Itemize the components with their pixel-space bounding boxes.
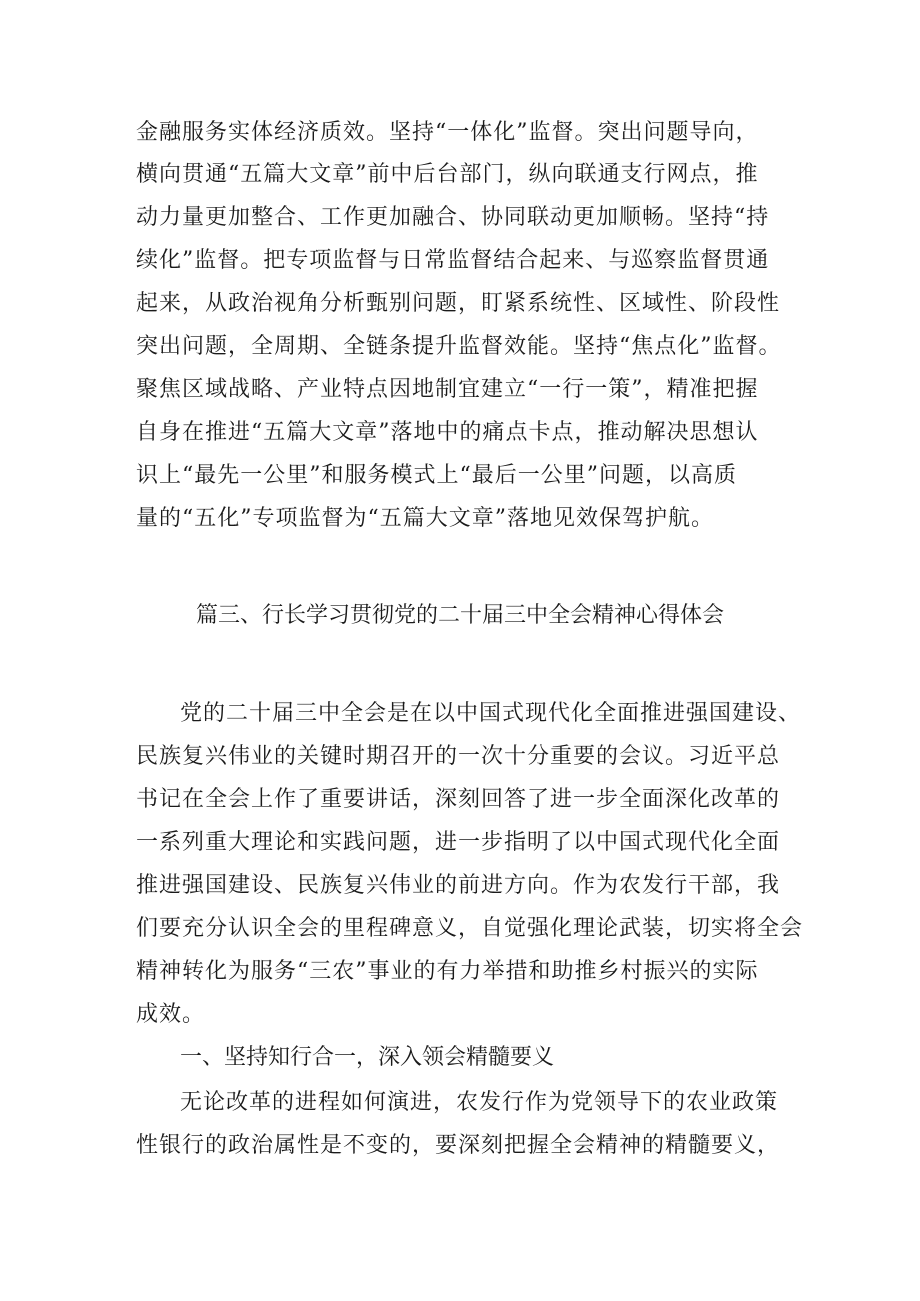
paragraph-line: 无论改革的进程如何演进，农发行作为党领导下的农业政策 [180, 1090, 779, 1115]
paragraph-line: 书记在全会上作了重要讲话，深刻回答了进一步全面深化改革的 [136, 787, 781, 812]
paragraph-line: 量的“五化”专项监督为“五篇大文章”落地见效保驾护航。 [136, 506, 714, 531]
paragraph-line: 动力量更加整合、工作更加融合、协同联动更加顺畅。坚持“持 [136, 205, 770, 230]
paragraph-line: 精神转化为服务“三农”事业的有力举措和助推乡村振兴的实际 [136, 959, 759, 984]
paragraph-line: 聚焦区域战略、产业特点因地制宜建立“一行一策”，精准把握 [136, 377, 759, 402]
paragraph-line: 金融服务实体经济质效。坚持“一体化”监督。突出问题导向， [136, 120, 759, 145]
paragraph-line: 续化”监督。把专项监督与日常监督结合起来、与巡察监督贯通 [136, 248, 770, 273]
paragraph-line: 识上“最先一公里”和服务模式上“最后一公里”问题，以高质 [136, 463, 737, 488]
paragraph-line: 一系列重大理论和实践问题，进一步指明了以中国式现代化全面 [136, 830, 781, 855]
paragraph-line: 党的二十届三中全会是在以中国式现代化全面推进强国建设、 [180, 701, 802, 726]
paragraph-line: 横向贯通“五篇大文章”前中后台部门，纵向联通支行网点，推 [136, 162, 759, 187]
paragraph-line: 成效。 [136, 1002, 206, 1027]
paragraph-line: 突出问题，全周期、全链条提升监督效能。坚持“焦点化”监督。 [136, 334, 782, 359]
paragraph-line: 们要充分认识全会的里程碑意义，自觉强化理论武装，切实将全会 [136, 916, 804, 941]
paragraph-line: 推进强国建设、民族复兴伟业的前进方向。作为农发行干部，我 [136, 873, 781, 898]
paragraph-line: 性银行的政治属性是不变的，要深刻把握全会精神的精髓要义， [136, 1133, 781, 1158]
section-title: 篇三、行长学习贯彻党的二十届三中全会精神心得体会 [195, 603, 724, 628]
subheading: 一、坚持知行合一，深入领会精髓要义 [180, 1045, 555, 1070]
paragraph-line: 民族复兴伟业的关键时期召开的一次十分重要的会议。习近平总 [136, 744, 781, 769]
paragraph-line: 自身在推进“五篇大文章”落地中的痛点卡点，推动解决思想认 [136, 420, 759, 445]
paragraph-line: 起来，从政治视角分析甄别问题，盯紧系统性、区域性、阶段性 [136, 291, 781, 316]
